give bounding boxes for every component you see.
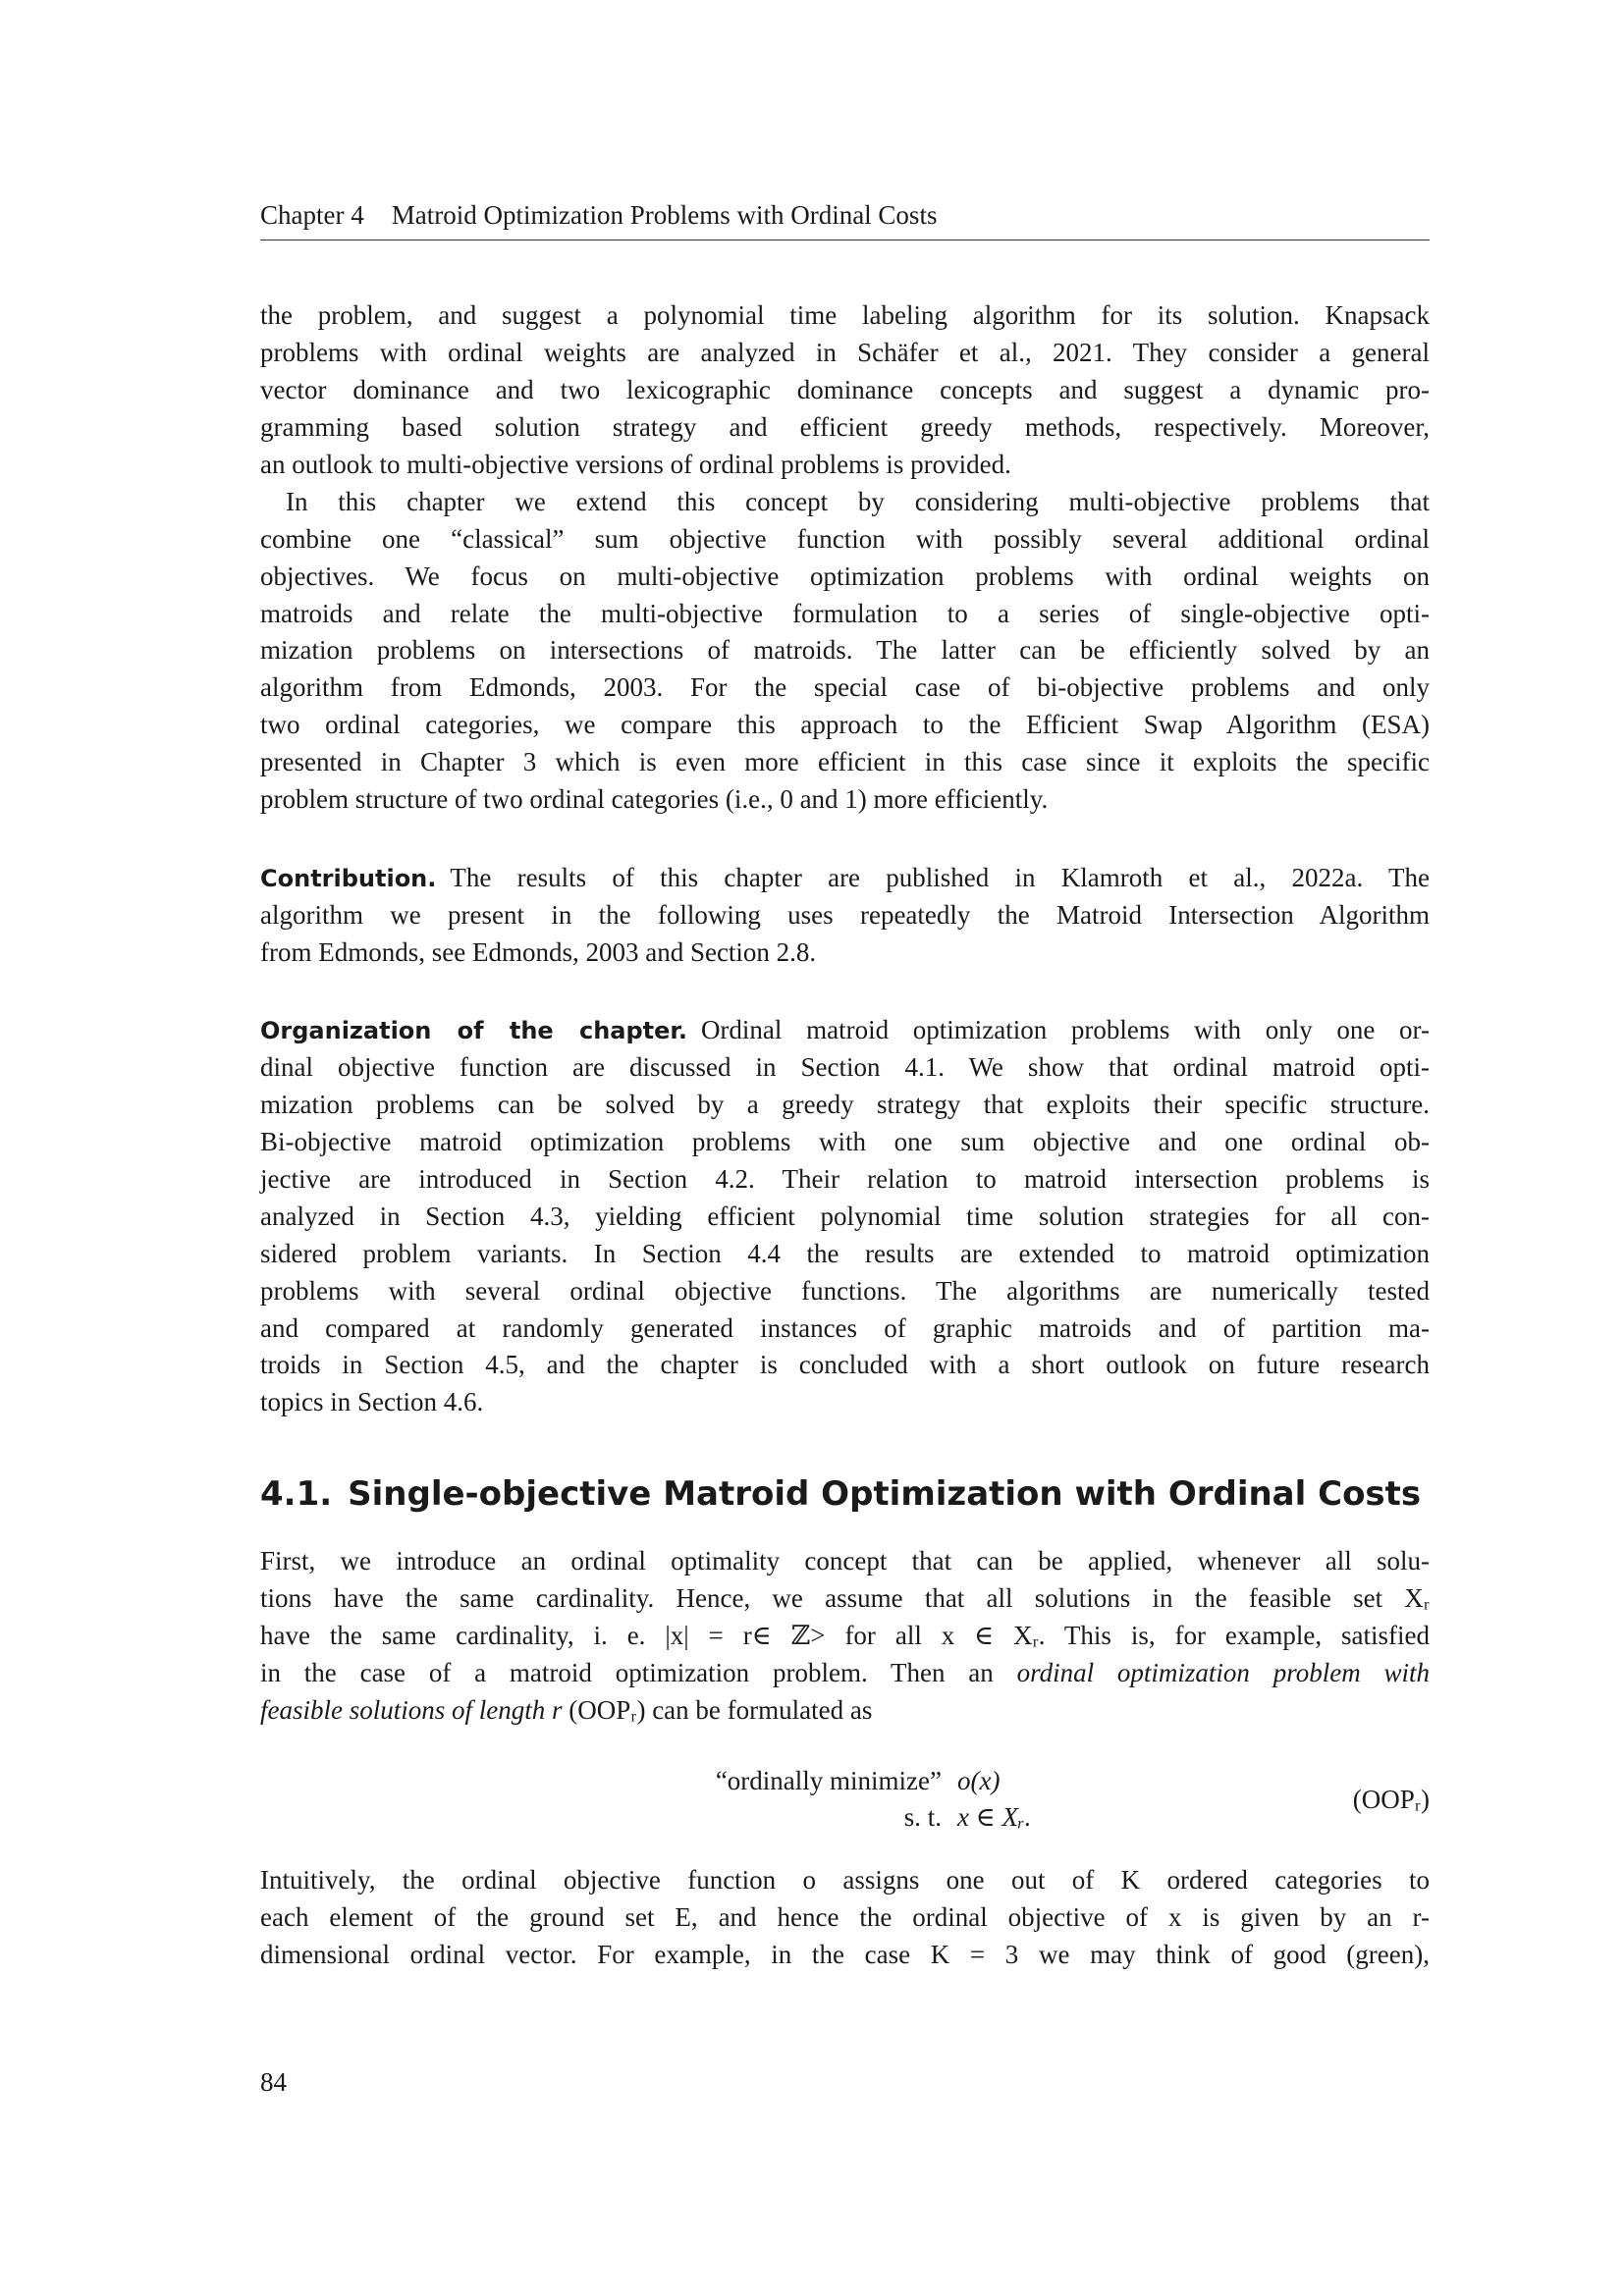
text-line: Ordinal matroid optimization problems with only one or- (700, 1015, 1430, 1044)
text-line: objectives. We focus on multi-objective optimization problems with ordinal weights on (260, 561, 1430, 591)
text-line: problem structure of two ordinal categories (i.e., 0 and 1) more efficiently. (260, 784, 1049, 815)
text-line: algorithm from Edmonds, 2003. For the special case of bi-objective problems and only (260, 672, 1430, 703)
organization-label: Organization of the chapter. (260, 1017, 687, 1044)
text-line: an outlook to multi-objective versions of ordinal problems is provided. (260, 449, 1011, 479)
contribution-label: Contribution. (260, 865, 437, 892)
text-line: from Edmonds, see Edmonds, 2003 and Section 2.8. (260, 936, 817, 967)
section-heading (260, 1474, 1421, 1514)
running-header (260, 200, 937, 231)
equation-constraint: x ∈ Xᵣ. (957, 1802, 1032, 1832)
text-line: dinal objective function are discussed in Section 4.1. We show that ordinal matroid opti- (260, 1051, 1430, 1082)
emphasis-text: ordinal optimization problem with (1016, 1657, 1431, 1687)
text-segment: (OOPᵣ) can be formulated as (568, 1694, 873, 1725)
text-line: vector dominance and two lexicographic dominance concepts and suggest a dynamic pro- (260, 374, 1430, 404)
final-paragraph (260, 1862, 1430, 1974)
text-line: have the same cardinality, i. e. |x| = r∈ ℤ> for all x ∈ Xᵣ. This is, for example, satisfied (260, 1620, 1430, 1650)
text-segment: in the case of a matroid optimization problem. Then an (260, 1657, 994, 1687)
text-line: presented in Chapter 3 which is even more efficient in this case since it exploits the specific (260, 747, 1430, 777)
text-line: jective are introduced in Section 4.2. Their relation to matroid intersection problems is (260, 1163, 1430, 1194)
text-line: dimensional ordinal vector. For example, in the case K = 3 we may think of good (green), (260, 1939, 1430, 1969)
header-chapter: Chapter 4 (260, 200, 364, 230)
text-line: the problem, and suggest a polynomial time labeling algorithm for its solution. Knapsack (260, 300, 1430, 330)
equation-objective: o(x) (957, 1766, 1001, 1795)
text-line: two ordinal categories, we compare this approach to the Efficient Swap Algorithm (ESA) (260, 710, 1430, 740)
text-line: mization problems on intersections of matroids. The latter can be efficiently solved by an (260, 635, 1430, 666)
header-title: Matroid Optimization Problems with Ordinal Costs (391, 200, 938, 230)
section-title: Single-objective Matroid Optimization with Ordinal Costs (348, 1474, 1422, 1514)
section-paragraph (260, 1543, 1430, 1730)
text-line: gramming based solution strategy and efficient greedy methods, respectively. Moreover, (260, 411, 1430, 442)
organization-paragraph (260, 1012, 1430, 1421)
text-line: Intuitively, the ordinal objective function o assigns one out of K ordered categories to (260, 1865, 1430, 1895)
contribution-paragraph (260, 860, 1430, 972)
text-line: problems with several ordinal objective functions. The algorithms are numerically tested (260, 1275, 1430, 1306)
text-line: and compared at randomly generated instances of graphic matroids and of partition ma- (260, 1312, 1430, 1343)
text-line: In this chapter we extend this concept by considering multi-objective problems that (286, 486, 1430, 516)
text-line: topics in Section 4.6. (260, 1387, 484, 1417)
text-line: Bi-objective matroid optimization problems with one sum objective and one ordinal ob- (260, 1126, 1430, 1156)
text-line: matroids and relate the multi-objective formulation to a series of single-objective opti- (260, 598, 1430, 628)
text-line: mization problems can be solved by a greedy strategy that exploits their specific structure. (260, 1089, 1430, 1119)
text-line: First, we introduce an ordinal optimality concept that can be applied, whenever all solu- (260, 1546, 1430, 1575)
text-line: combine one “classical” sum objective function with possibly several additional ordinal (260, 523, 1430, 554)
equation-tag: (OOPᵣ) (1352, 1785, 1430, 1814)
text-line: tions have the same cardinality. Hence, we assume that all solutions in the feasible set Xᵣ (260, 1582, 1430, 1613)
text-line: problems with ordinal weights are analyzed in Schäfer et al., 2021. They consider a general (260, 337, 1430, 367)
text-line: troids in Section 4.5, and the chapter is concluded with a short outlook on future research (260, 1350, 1430, 1380)
section-number: 4.1. (260, 1474, 333, 1514)
text-line: sidered problem variants. In Section 4.4 the results are extended to matroid optimization (260, 1238, 1430, 1268)
intro-paragraphs (260, 297, 1430, 819)
equation-constraint-label: s. t. (903, 1802, 942, 1832)
page-number: 84 (260, 2067, 287, 2097)
text-line: algorithm we present in the following uses repeatedly the Matroid Intersection Algorithm (260, 899, 1430, 930)
text-line: analyzed in Section 4.3, yielding efficient polynomial time solution strategies for all con- (260, 1201, 1430, 1231)
equation-objective-label: “ordinally minimize” (715, 1766, 942, 1795)
text-line: each element of the ground set E, and hence the ordinal objective of x is given by an r- (260, 1901, 1430, 1932)
text-line: The results of this chapter are published in Klamroth et al., 2022a. The (450, 863, 1430, 892)
emphasis-text: feasible solutions of length r (260, 1694, 563, 1725)
